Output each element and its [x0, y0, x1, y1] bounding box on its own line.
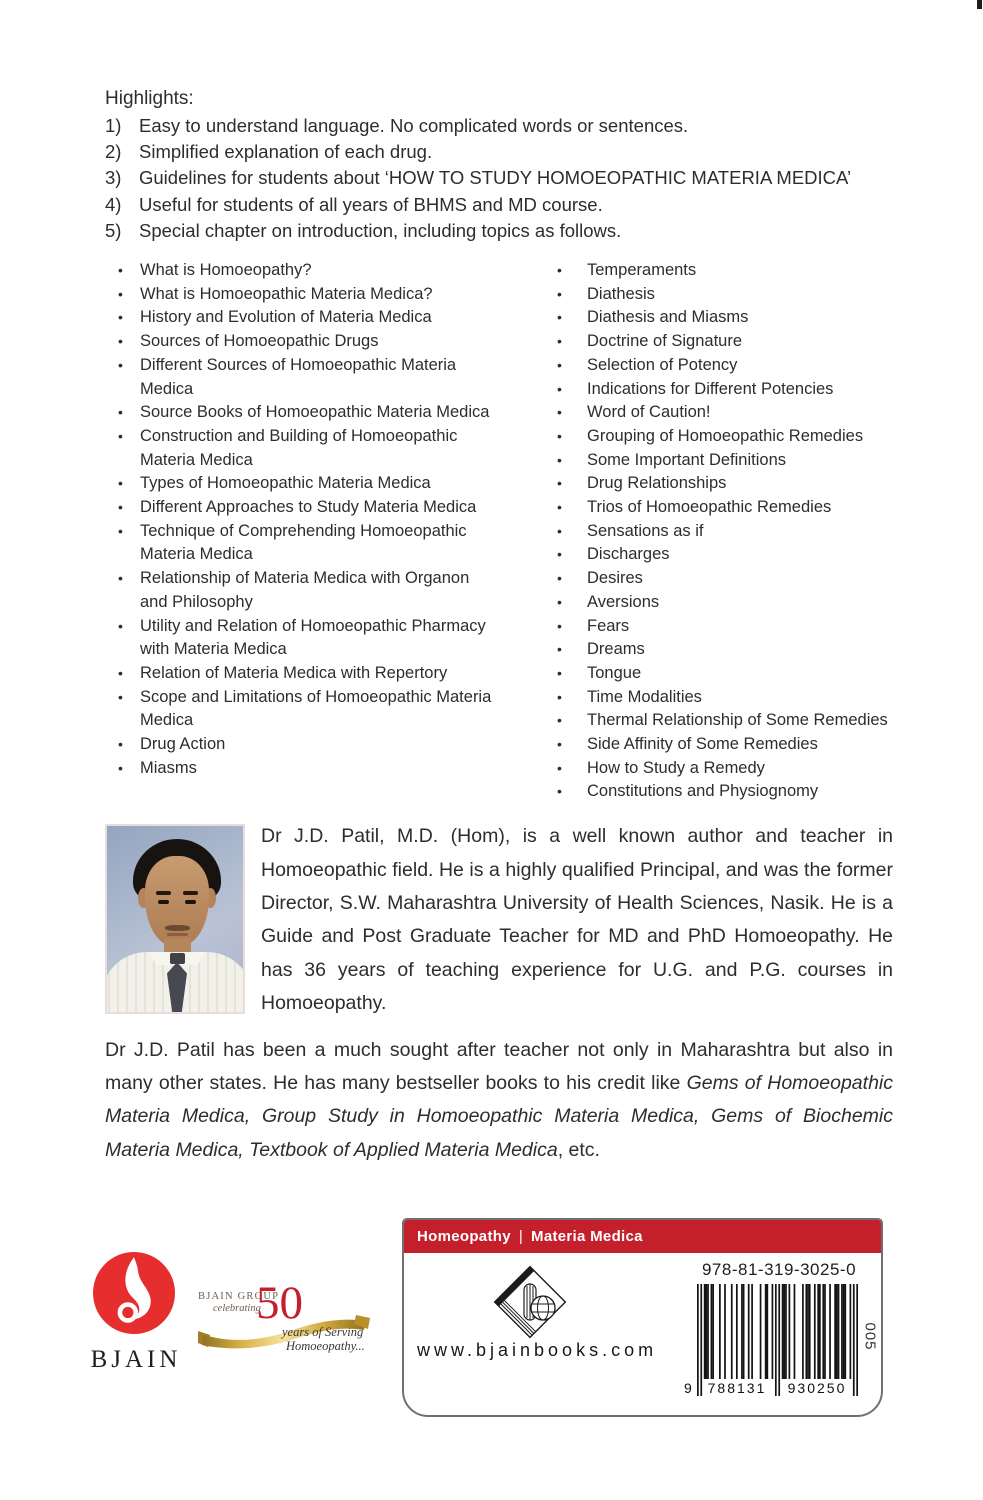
topic-item: • Source Books of Homoeopathic Materia Medica	[105, 401, 495, 425]
category-right: Materia Medica	[531, 1228, 643, 1245]
photo-eye	[185, 900, 196, 904]
publisher-card	[402, 1218, 883, 1417]
fifty-number: 50	[256, 1277, 303, 1329]
topic-item: • Aversions	[557, 591, 893, 615]
topic-item: • Diathesis	[557, 283, 893, 307]
category-left: Homeopathy	[417, 1228, 511, 1245]
topic-item: • Drug Relationships	[557, 472, 893, 496]
highlight-item	[105, 139, 893, 165]
side-code: 005	[861, 1322, 879, 1351]
topic-item: • Technique of Comprehending Homoeopathic Materia Medica	[105, 520, 495, 567]
highlight-item	[105, 165, 893, 191]
topic-item: • What is Homoeopathic Materia Medica?	[105, 283, 495, 307]
author-photo	[105, 824, 245, 1014]
highlight-item	[105, 192, 893, 218]
author-bio-paragraph-2	[105, 1034, 893, 1168]
highlight-text: Useful for students of all years of BHMS and MD course.	[139, 193, 603, 215]
photo-eyebrow	[156, 891, 171, 895]
topic-item: • Thermal Relationship of Some Remedies	[557, 709, 893, 733]
isbn-number: 978-81-319-3025-0	[701, 1260, 857, 1279]
topics-column-right	[557, 259, 893, 804]
topic-item: • Relationship of Materia Medica with Organon and Philosophy	[105, 567, 495, 614]
highlight-number: 5)	[105, 219, 122, 241]
bjain-logo-wordmark: BJAIN	[90, 1346, 182, 1373]
topic-item: • Utility and Relation of Homoeopathic Pharmacy with Materia Medica	[105, 615, 495, 662]
topic-item: • Construction and Building of Homoeopathic Materia Medica	[105, 425, 495, 472]
photo-mustache	[165, 925, 190, 931]
highlight-text: Guidelines for students about ‘HOW TO STUDY HOMOEOPATHIC MATERIA MEDICA’	[139, 167, 852, 189]
topic-item: • Some Important Definitions	[557, 449, 893, 473]
highlights-title: Highlights:	[105, 88, 194, 109]
photo-tie-knot	[170, 953, 185, 964]
topic-item: • Scope and Limitations of Homoeopathic Materia Medica	[105, 686, 495, 733]
bio2-plain-text: Dr J.D. Patil has been a much sought after teacher not only in Maharashtra but also in many other states. He has many bestseller books to his credit like	[105, 1038, 893, 1095]
topic-item: • Temperaments	[557, 259, 893, 283]
highlights-list	[105, 113, 893, 244]
topic-item: • Dreams	[557, 638, 893, 662]
cover-content	[105, 0, 893, 1167]
highlight-text: Simplified explanation of each drug.	[139, 141, 433, 163]
topic-item: • Desires	[557, 567, 893, 591]
barcode-right-digits: 930250	[787, 1380, 847, 1396]
topic-item: • Relation of Materia Medica with Repertory	[105, 662, 495, 686]
bio2-end-text: , etc.	[557, 1138, 600, 1161]
photo-eyebrow	[183, 891, 198, 895]
author-bio-paragraph-1: Dr J.D. Patil, M.D. (Hom), is a well known author and teacher in Homoeopathic field. He is a highly qualified Principal, and was the former Director, S.W. Maharashtra University of Health Sciences, Nasik. He is a Guide and Post Graduate Teacher for MD and PhD Homoeopathy. He has 36 years of teaching experience for U.G. and P.G. courses in Homoeopathy.	[261, 825, 893, 1015]
bjain-logo	[93, 1252, 175, 1334]
highlight-number: 4)	[105, 193, 122, 215]
group-tagline-line2: Homoeopathy...	[286, 1339, 365, 1353]
topic-item: • Side Affinity of Some Remedies	[557, 733, 893, 757]
publisher-website: www.bjainbooks.com	[417, 1340, 658, 1360]
highlight-item	[105, 113, 893, 139]
topic-item: • Time Modalities	[557, 686, 893, 710]
highlight-item	[105, 218, 893, 244]
topic-item: • What is Homoeopathy?	[105, 259, 495, 283]
topic-item: • Constitutions and Physiognomy	[557, 780, 893, 804]
topic-item: • Grouping of Homoeopathic Remedies	[557, 425, 893, 449]
topics-section	[105, 259, 893, 804]
isbn-block	[684, 1260, 863, 1398]
topic-item: • Word of Caution!	[557, 401, 893, 425]
category-bar	[404, 1220, 881, 1253]
barcode	[684, 1284, 861, 1398]
photo-eye	[158, 900, 169, 904]
topics-column-left	[105, 259, 557, 804]
topic-item: • Miasms	[105, 757, 495, 781]
highlight-text: Easy to understand language. No complicated words or sentences.	[139, 115, 689, 136]
highlight-text: Special chapter on introduction, including topics as follows.	[139, 219, 622, 241]
topic-item: • History and Evolution of Materia Medica	[105, 306, 495, 330]
topic-item: • Sources of Homoeopathic Drugs	[105, 330, 495, 354]
topic-item: • Types of Homoeopathic Materia Medica	[105, 472, 495, 496]
highlight-number: 2)	[105, 141, 122, 163]
topic-item: • Tongue	[557, 662, 893, 686]
bjain-group-label: BJAIN GROUP	[198, 1291, 280, 1302]
topic-item: • Sensations as if	[557, 520, 893, 544]
barcode-lead-digit: 9	[684, 1380, 694, 1396]
topic-item: • Doctrine of Signature	[557, 330, 893, 354]
topic-item: • Indications for Different Potencies	[557, 378, 893, 402]
topic-item: • Different Sources of Homoeopathic Materia Medica	[105, 354, 495, 401]
topic-item: • Different Approaches to Study Materia Medica	[105, 496, 495, 520]
scan-artifact-mark	[977, 0, 982, 9]
photo-mouth	[167, 933, 188, 936]
barcode-left-digits: 788131	[707, 1380, 767, 1396]
celebrating-label: celebrating	[213, 1303, 261, 1314]
topic-item: • Fears	[557, 615, 893, 639]
topic-item: • How to Study a Remedy	[557, 757, 893, 781]
author-bio-section	[105, 820, 893, 1167]
topic-item: • Diathesis and Miasms	[557, 306, 893, 330]
topic-item: • Trios of Homoeopathic Remedies	[557, 496, 893, 520]
topic-item: • Discharges	[557, 543, 893, 567]
bjain-books-logo	[490, 1262, 570, 1342]
topic-item: • Selection of Potency	[557, 354, 893, 378]
group-tagline-line1: years of Serving	[282, 1325, 364, 1339]
highlights-section	[105, 0, 893, 244]
bio2-book-titles: Gems of Homoeopathic Materia Medica, Group Study in Homoeopathic Materia Medica, Gems of Biochemic Materia Medica, Textbook of Applied Materia Medica	[105, 1072, 893, 1161]
highlight-number: 3)	[105, 167, 122, 189]
topic-item: • Drug Action	[105, 733, 495, 757]
category-separator: |	[518, 1228, 524, 1245]
highlight-number: 1)	[105, 115, 122, 136]
bjain-group-50-years-graphic	[198, 1277, 380, 1369]
